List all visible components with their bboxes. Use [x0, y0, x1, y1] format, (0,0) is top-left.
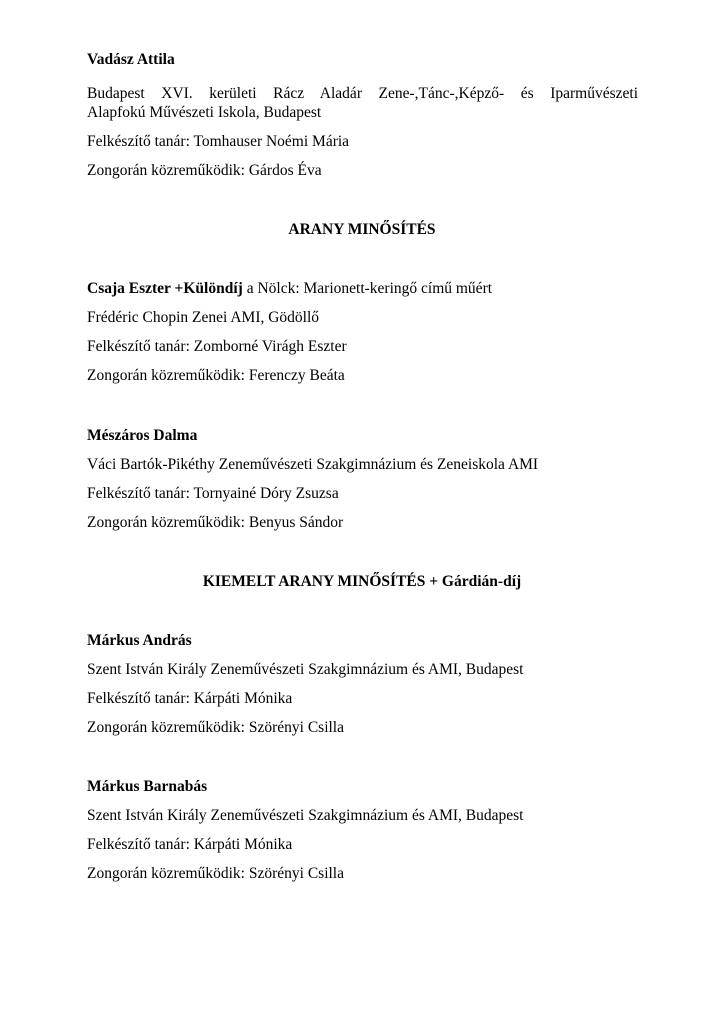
participant-name: Márkus András [87, 632, 192, 649]
school-name: Budapest XVI. kerületi Rácz Aladár Zene-,Tánc-,Képző- és Iparművészeti [87, 85, 638, 102]
special-prize-note: a Nölck: Marionett-keringő című műért [242, 280, 493, 297]
teacher-line: Felkészítő tanár: Zomborné Virágh Eszter [87, 338, 347, 355]
school-name: Szent István Király Zeneművészeti Szakgimnázium és AMI, Budapest [87, 807, 524, 824]
participant-name: Mészáros Dalma [87, 427, 198, 444]
school-name-continued: Alapfokú Művészeti Iskola, Budapest [87, 104, 322, 121]
participant-name: Márkus Barnabás [87, 778, 208, 795]
accompanist-line: Zongorán közreműködik: Gárdos Éva [87, 162, 322, 179]
teacher-line: Felkészítő tanár: Kárpáti Mónika [87, 690, 293, 707]
accompanist-line: Zongorán közreműködik: Ferenczy Beáta [87, 367, 345, 384]
accompanist-line: Zongorán közreműködik: Szörényi Csilla [87, 865, 344, 882]
accompanist-line: Zongorán közreműködik: Benyus Sándor [87, 514, 344, 531]
participant-name: Vadász Attila [87, 51, 175, 68]
section-heading-outstanding-gold: KIEMELT ARANY MINŐSÍTÉS + Gárdián-díj [202, 573, 522, 590]
teacher-line: Felkészítő tanár: Tomhauser Noémi Mária [87, 133, 350, 150]
school-name: Frédéric Chopin Zenei AMI, Gödöllő [87, 309, 320, 326]
school-name: Váci Bartók-Pikéthy Zeneművészeti Szakgimnázium és Zeneiskola AMI [87, 456, 539, 473]
school-name: Szent István Király Zeneművészeti Szakgimnázium és AMI, Budapest [87, 661, 524, 678]
accompanist-line: Zongorán közreműködik: Szörényi Csilla [87, 719, 344, 736]
participant-line [87, 279, 492, 299]
participant-name: Csaja Eszter +Különdíj [87, 280, 243, 297]
section-heading-gold: ARANY MINŐSÍTÉS [288, 221, 436, 238]
teacher-line: Felkészítő tanár: Kárpáti Mónika [87, 836, 293, 853]
teacher-line: Felkészítő tanár: Tornyainé Dóry Zsuzsa [87, 485, 339, 502]
